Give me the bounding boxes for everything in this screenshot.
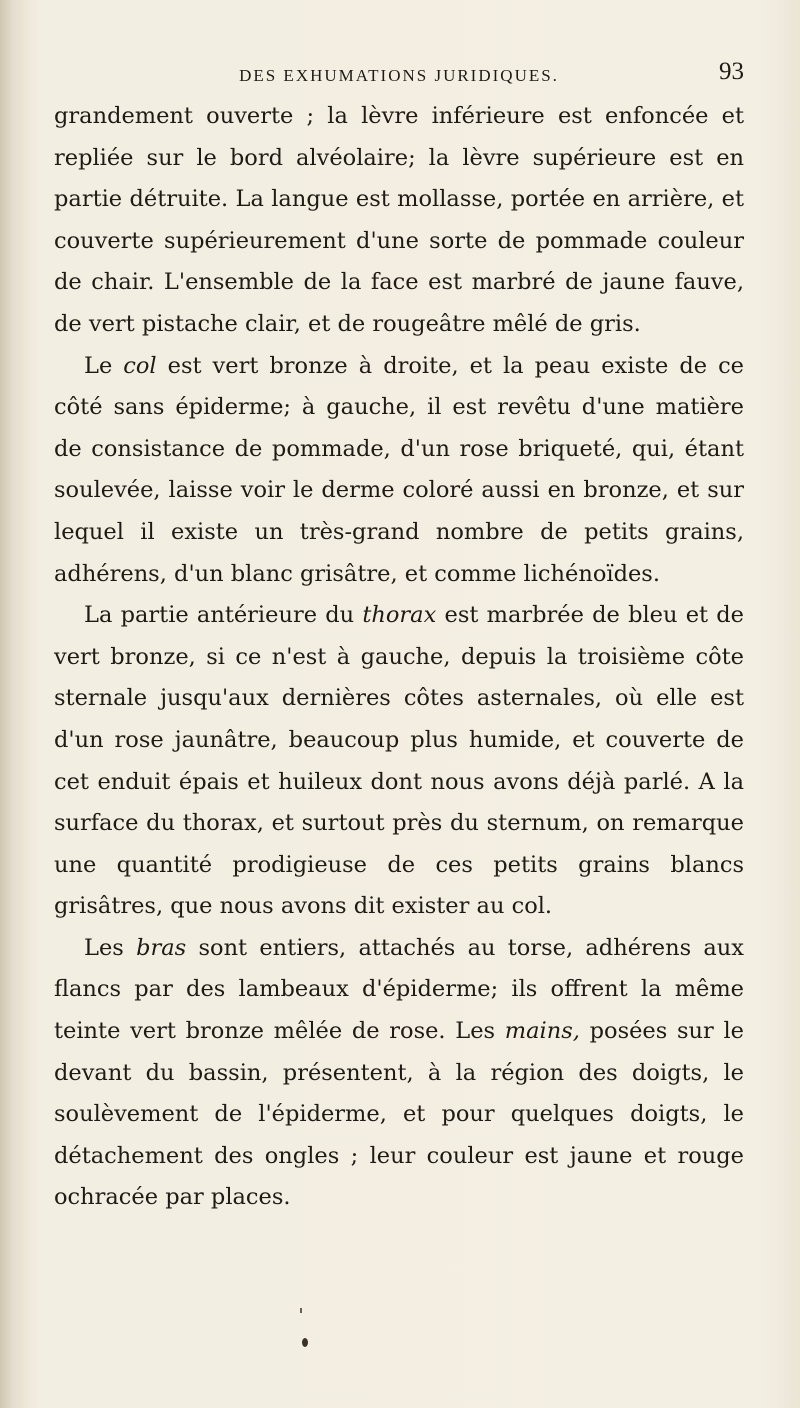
paragraph-thorax-text: est marbrée de bleu et de vert bronze, si ce n'est à gauche, depuis la troisième côte sternale jusqu'aux dernières côtes asternales, où elle est d'un rose jaunâtre, beaucoup plus humide, et couverte de cet enduit épais et huileux dont nous avons déjà parlé. A la surface du thorax, et surtout près du sternum, on remarque une quantité prodigieuse de ces petits grains blancs grisâtres, que nous avons dit exister au col. <box>54 602 745 920</box>
paragraph-bras <box>54 928 744 1219</box>
term-bras: bras <box>136 934 187 961</box>
paragraph-bras-lead: Les <box>84 934 137 961</box>
paragraph-bras-mid: sont entiers, attachés au torse, adhérens aux flancs par des lambeaux d'épiderme; ils offrent la même teinte vert bronze mêlée de rose. Les <box>54 934 744 1045</box>
term-mains: mains, <box>504 1018 580 1045</box>
term-thorax: thorax <box>362 602 437 629</box>
paragraph-bras-text: posées sur le devant du bassin, présentent, à la région des doigts, le soulèvement de l'épiderme, et pour quelques doigts, le détachement des ongles ; leur couleur est jaune et rouge ochracée par places. <box>54 1018 744 1211</box>
paragraph-thorax-lead: La partie antérieure du <box>84 602 363 629</box>
page-binding-shadow <box>0 0 26 1408</box>
paragraph-thorax <box>54 595 744 928</box>
body-text <box>54 96 744 1219</box>
ink-speck <box>302 1338 308 1347</box>
running-head <box>54 58 744 90</box>
page-number: 93 <box>719 58 744 85</box>
ink-mark <box>300 1308 302 1313</box>
paragraph-face: grandement ouverte ; la lèvre inférieure est enfoncée et repliée sur le bord alvéolaire; la lèvre supérieure est en partie détruite. La langue est mollasse, portée en arrière, et couverte supérieurement d'une sorte de pommade couleur de chair. L'ensemble de la face est marbré de jaune fauve, de vert pistache clair, et de rougeâtre mêlé de gris. <box>54 103 744 337</box>
paragraph-col-text: est vert bronze à droite, et la peau existe de ce côté sans épiderme; à gauche, il est revêtu d'une matière de consistance de pommade, d'un rose briqueté, qui, étant soulevée, laisse voir le derme coloré aussi en bronze, et sur lequel il existe un très-grand nombre de petits grains, adhérens, d'un blanc grisâtre, et comme lichénoïdes. <box>54 352 744 587</box>
paragraph-col-lead: Le <box>84 352 124 379</box>
term-col: col <box>123 352 157 379</box>
running-title: DES EXHUMATIONS JURIDIQUES. <box>239 66 559 85</box>
paragraph-col <box>54 346 744 596</box>
